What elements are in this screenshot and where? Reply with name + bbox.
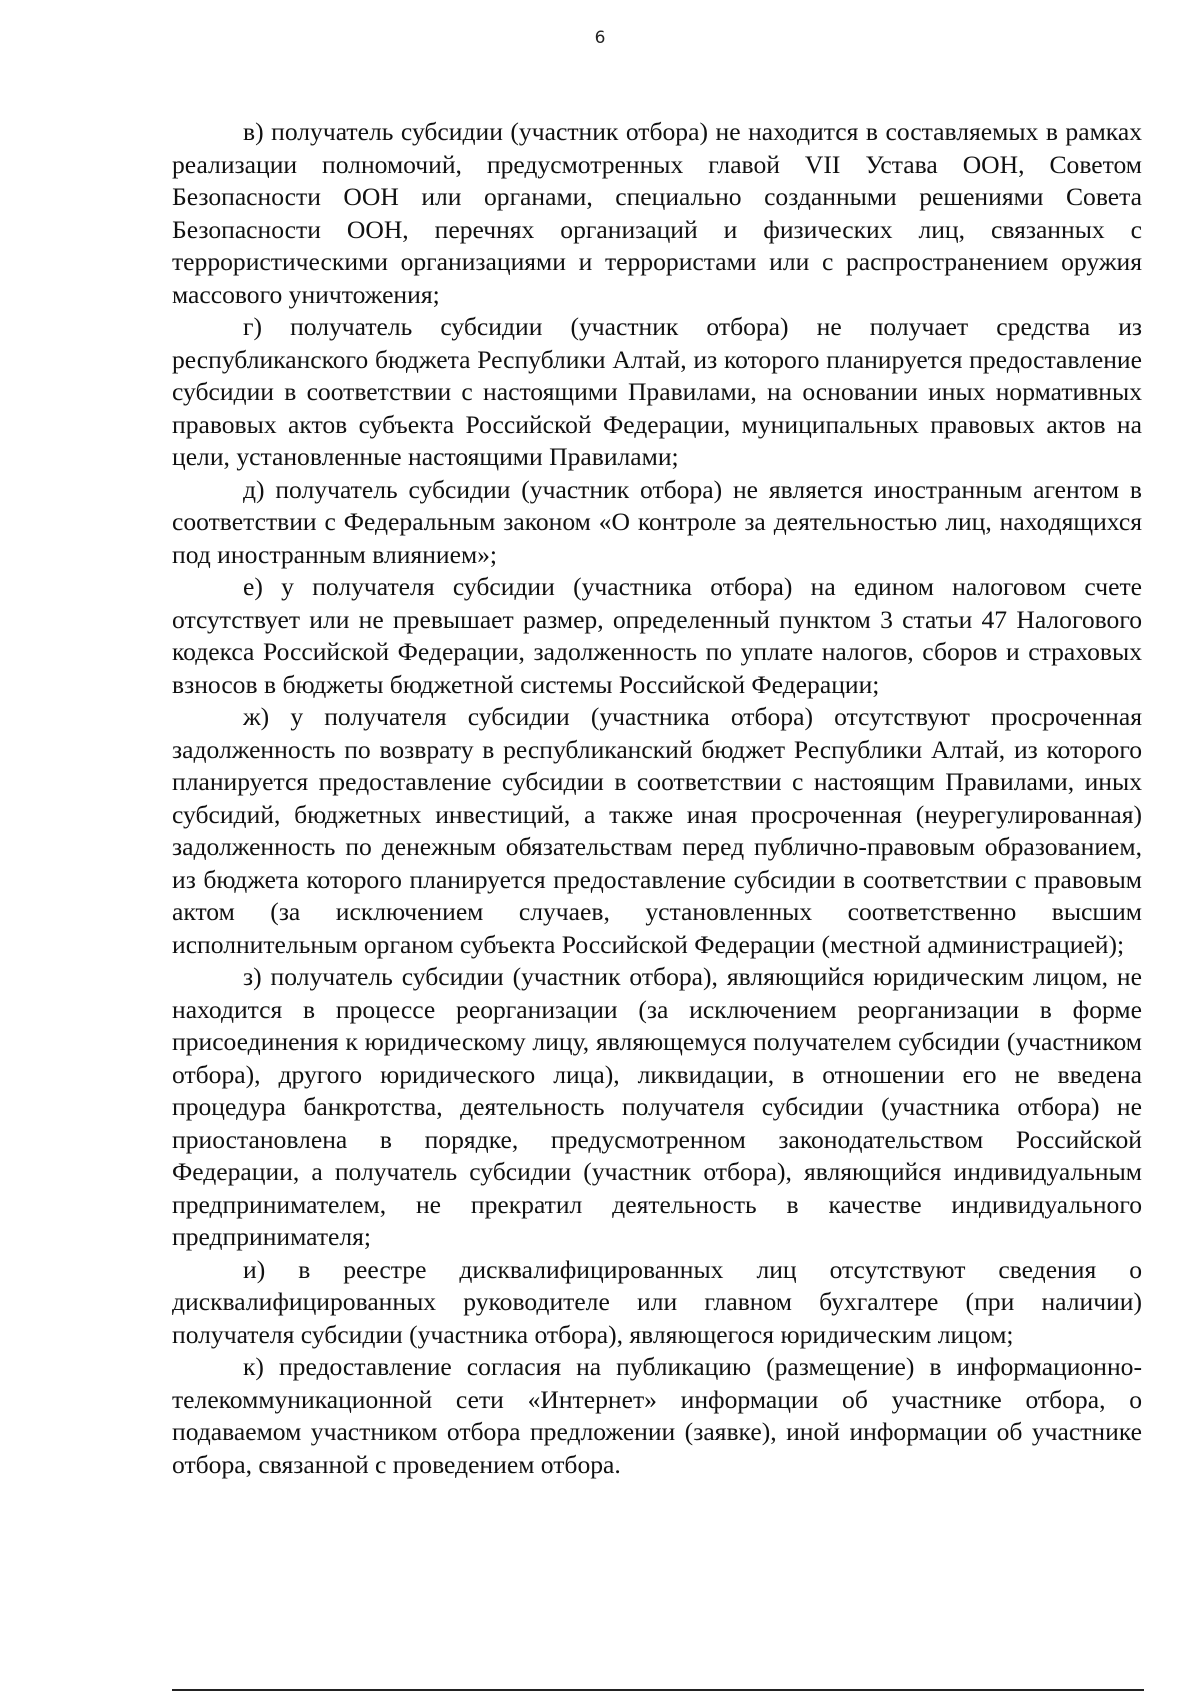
paragraph-k: к) предоставление согласия на публикацию (размещение) в информационно-телекоммуникационной сети «Интернет» информации об участнике отбора, о подаваемом участником отбора предложении (заявке), иной информации об участнике отбора, связанной с проведением отбора. — [172, 1352, 1142, 1479]
paragraph-g: г) получатель субсидии (участник отбора) не получает средства из республиканского бюджета Республики Алтай, из которого планируется предоставление субсидии в соответствии с настоящими Правилами, на основании иных нормативных правовых актов субъекта Российской Федерации, муниципальных правовых актов на цели, установленные настоящими Правилами; — [172, 312, 1142, 471]
paragraph-i: и) в реестре дисквалифицированных лиц отсутствуют сведения о дисквалифицированных руководителе или главном бухгалтере (при наличии) получателя субсидии (участника отбора), являющегося юридическим лицом; — [172, 1254, 1142, 1349]
document-body — [172, 116, 1142, 1481]
paragraph-e: е) у получателя субсидии (участника отбора) на едином налоговом счете отсутствует или не превышает размер, определенный пунктом 3 статьи 47 Налогового кодекса Российской Федерации, задолженность по уплате налогов, сборов и страховых взносов в бюджеты бюджетной системы Российской Федерации; — [172, 572, 1142, 699]
paragraph-v: в) получатель субсидии (участник отбора) не находится в составляемых в рамках реализации полномочий, предусмотренных главой VII Устава ООН, Советом Безопасности ООН или органами, специально созданными решениями Совета Безопасности ООН, перечнях организаций и физических лиц, связанных с террористическими организациями и террористами или с распространением оружия массового уничтожения; — [172, 117, 1142, 309]
paragraph-zh: ж) у получателя субсидии (участника отбора) отсутствуют просроченная задолженность по возврату в республиканский бюджет Республики Алтай, из которого планируется предоставление субсидии в соответствии с настоящим Правилами, иных субсидий, бюджетных инвестиций, а также иная просроченная (неурегулированная) задолженность по денежным обязательствам перед публично-правовым образованием, из бюджета которого планируется предоставление субсидии в соответствии с правовым актом (за исключением случаев, установленных соответственно высшим исполнительным органом субъекта Российской Федерации (местной администрацией); — [172, 702, 1142, 959]
paragraph-z: з) получатель субсидии (участник отбора), являющийся юридическим лицом, не находится в процессе реорганизации (за исключением реорганизации в форме присоединения к юридическому лицу, являющемуся получателем субсидии (участником отбора), другого юридического лица), ликвидации, в отношении его не введена процедура банкротства, деятельность получателя субсидии (участника отбора) не приостановлена в порядке, предусмотренном законодательством Российской Федерации, а получатель субсидии (участник отбора), являющийся индивидуальным предпринимателем, не прекратил деятельность в качестве индивидуального предпринимателя; — [172, 962, 1142, 1251]
footer-divider — [172, 1689, 1144, 1691]
paragraph-d: д) получатель субсидии (участник отбора) не является иностранным агентом в соответствии с Федеральным законом «О контроле за деятельностью лиц, находящихся под иностранным влиянием»; — [172, 474, 1142, 569]
page-number: 6 — [594, 28, 606, 48]
